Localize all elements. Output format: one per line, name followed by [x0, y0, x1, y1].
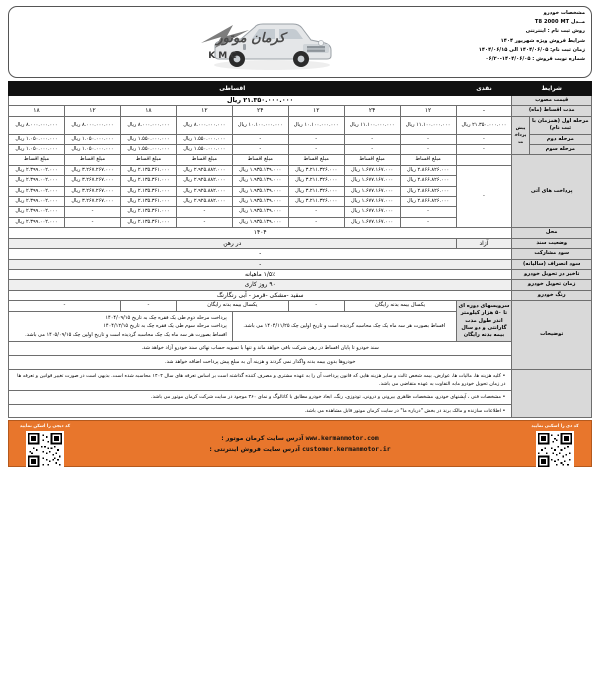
price-value: ۲۱.۳۵۰.۰۰۰.۰۰۰ ریال [9, 96, 512, 106]
installment-cell: ۲.۳۹۹.۰۰۲.۰۰۰ ریال [9, 217, 65, 227]
stage1-cell: ۸.۰۰۰.۰۰۰.۰۰۰ ریال [120, 116, 176, 134]
installment-cell: ۲.۱۳۵.۳۶۱.۰۰۰ ریال [120, 186, 176, 196]
installment-cell: - [176, 217, 232, 227]
qr-left-caption-top: کد دیجی را اسکن نمایید [19, 424, 71, 430]
duration-cell: - [456, 106, 512, 116]
withdrawal-profit-row [9, 259, 592, 269]
stage1-label: مرحله اول (همزمان با ثبت نام) [529, 116, 591, 134]
future-payments-label: پرداخت های آتی [512, 155, 592, 228]
installment-cell: ۲.۸۶۶.۸۲۶.۰۰۰ ریال [400, 176, 456, 186]
stage1-cell: ۸.۰۰۰.۰۰۰.۰۰۰ ریال [65, 116, 121, 134]
insurance-cell: - [288, 301, 344, 311]
delivery-delay-row [9, 269, 592, 279]
vehicle-color-row [9, 290, 592, 300]
installment-subhead: مبلغ اقساط [120, 155, 176, 165]
spec-title: مشخصات خودرو [543, 10, 585, 16]
duration-cell: ۲۴ [344, 106, 400, 116]
stage2-label: مرحله دوم [529, 134, 591, 144]
qr-code-kermanmotor-icon[interactable] [536, 431, 574, 469]
stage2-cell: ۱.۰۵۰.۰۰۰.۰۰۰ ریال [65, 134, 121, 144]
installment-cell: ۳.۲۶۷.۲۶۷.۰۰۰ ریال [65, 197, 121, 207]
payment-note-line: پرداخت مرحله سوم طی یک فقره چک به تاریخ ۱۴۰۴/۱۲/۱۵ [103, 323, 227, 330]
installment-cell: ۳.۲۱۱.۳۲۶.۰۰۰ ریال [288, 165, 344, 175]
installment-cell: ۲.۱۳۵.۳۶۱.۰۰۰ ریال [120, 217, 176, 227]
document-header [8, 6, 592, 78]
stage1-cell: ۲۱.۳۵۰.۰۰۰.۰۰۰ ریال [456, 116, 512, 134]
stage1-cell: ۸.۰۰۰.۰۰۰.۰۰۰ ریال [176, 116, 232, 134]
stage1-cell: ۸.۰۰۰.۰۰۰.۰۰۰ ریال [9, 116, 65, 134]
insurance-cell: یکسال بیمه بدنه رایگان [344, 301, 456, 311]
installment-subheader-row [9, 155, 592, 165]
stage3-label: مرحله سوم [529, 145, 591, 155]
note-body-insurance: خودروها بدون بیمه بدنه واگذار نمی گردند و هزینه آن به مبلغ پیش پرداخت اضافه خواهد شد. [9, 355, 512, 369]
installment-cell: - [400, 207, 456, 217]
installment-cell: ۲.۹۲۵.۸۸۲.۰۰۰ ریال [176, 186, 232, 196]
participation-profit-value: - [9, 249, 512, 259]
duration-cell: ۱۸ [120, 106, 176, 116]
installment-cell: ۱.۹۳۵.۱۳۹.۰۰۰ ریال [232, 217, 288, 227]
installment-cell: ۱.۶۷۷.۱۶۷.۰۰۰ ریال [344, 197, 400, 207]
brand-persian-text: کرمان موتور [216, 31, 285, 46]
document-status-label: وضعیت سند [512, 238, 592, 248]
installment-cell: - [176, 207, 232, 217]
stage2-cell: ۱.۰۵۰.۰۰۰.۰۰۰ ریال [9, 134, 65, 144]
stage3-cell: ۱.۵۵۰.۰۰۰.۰۰۰ ریال [120, 145, 176, 155]
brand-latin-text: KMC [208, 51, 240, 61]
installment-cell: ۲.۹۲۵.۸۸۲.۰۰۰ ریال [176, 176, 232, 186]
installment-cell: ۱.۹۳۵.۱۳۹.۰۰۰ ریال [232, 176, 288, 186]
brand-logo [131, 15, 291, 73]
installment-cell: ۳.۲۶۷.۲۶۷.۰۰۰ ریال [65, 176, 121, 186]
bullet-row [9, 369, 592, 391]
participation-profit-label: سود مشارکت [512, 249, 592, 259]
installment-cell: ۲.۳۹۹.۰۰۲.۰۰۰ ریال [9, 165, 65, 175]
bullet-row [9, 404, 592, 417]
installment-cell: ۲.۳۹۹.۰۰۲.۰۰۰ ریال [9, 197, 65, 207]
notes-label: توضیحات [512, 301, 592, 369]
stage3-cell: - [288, 145, 344, 155]
note-full-row [9, 342, 592, 356]
installment-row [9, 165, 592, 175]
installment-cell: ۳.۲۶۷.۲۶۷.۰۰۰ ریال [65, 165, 121, 175]
stage2-cell: ۱.۵۵۰.۰۰۰.۰۰۰ ریال [176, 134, 232, 144]
bullet-row [9, 391, 592, 404]
delivery-time-value: ۹۰ روز کاری [9, 280, 512, 290]
qr-right-caption-top: کد دی را اسکنی نمایید [531, 424, 579, 430]
address-site-row [9, 433, 591, 444]
payment-note-line: پرداخت مرحله دوم طی یک فقره چک به تاریخ ۱۴۰۴/۰۹/۱۵ [105, 314, 227, 321]
stage2-cell: - [232, 134, 288, 144]
installment-cell: ۱.۹۳۵.۱۳۹.۰۰۰ ریال [232, 197, 288, 207]
installment-cell: ۲.۱۳۵.۳۶۱.۰۰۰ ریال [120, 165, 176, 175]
installment-cell: ۱.۶۷۷.۱۶۷.۰۰۰ ریال [344, 217, 400, 227]
installment-cell: ۲.۱۳۵.۳۶۱.۰۰۰ ریال [120, 176, 176, 186]
price-label: قیمت مصوب [512, 96, 592, 106]
qr-kermanmotor-block[interactable] [523, 424, 587, 476]
withdrawal-profit-label: سود انصراف (سالیانه) [512, 259, 592, 269]
stage3-cell: ۱.۰۵۰.۰۰۰.۰۰۰ ریال [9, 145, 65, 155]
installment-cell: - [288, 217, 344, 227]
bullets-spacer [512, 369, 592, 418]
stage3-cell: - [232, 145, 288, 155]
installment-cell: ۳.۲۱۱.۳۲۶.۰۰۰ ریال [288, 176, 344, 186]
duration-cell: ۱۲ [176, 106, 232, 116]
installment-cash-cell: - [456, 165, 512, 227]
delivery-delay-label: تاخیر در تحویل خودرو [512, 269, 592, 279]
installment-subhead-blank [456, 155, 512, 165]
installment-cell: ۲.۸۶۶.۸۲۶.۰۰۰ ریال [400, 165, 456, 175]
location-row [9, 228, 592, 238]
delivery-time-row [9, 280, 592, 290]
document-footer [8, 420, 592, 476]
duration-cell: ۱۲ [65, 106, 121, 116]
delivery-delay-value: ۱/۵٪ ماهیانه [9, 269, 512, 279]
insurance-row [9, 301, 592, 311]
spec-line-registration-method: روش ثبت نام : اینترنتی [525, 28, 585, 35]
qr-left-caption-bottom: دیجی کالا [34, 470, 56, 476]
duration-label: مدت اقساط (ماه) [512, 106, 592, 116]
payment-note-line: اقساط بصورت هر سه ماه یک چک محاسبه گردیده است و تاریخ اولین چک ۱۴۰۵/۰۹/۱۵ می باشد. [25, 331, 227, 338]
spec-line-sale-terms: شرایط فروش ویژه شهریور ۱۴۰۴ [500, 37, 585, 44]
installment-subhead: مبلغ اقساط [9, 155, 65, 165]
installment-cell: ۱.۶۷۷.۱۶۷.۰۰۰ ریال [344, 207, 400, 217]
installment-cell: ۳.۲۱۱.۳۲۶.۰۰۰ ریال [288, 197, 344, 207]
installment-cell: ۲.۹۲۵.۸۸۲.۰۰۰ ریال [176, 165, 232, 175]
installment-cell: ۲.۳۹۹.۰۰۲.۰۰۰ ریال [9, 207, 65, 217]
installment-cell: ۲.۳۹۹.۰۰۲.۰۰۰ ریال [9, 176, 65, 186]
document-status-cash: آزاد [456, 238, 512, 248]
installment-subhead: مبلغ اقساط [176, 155, 232, 165]
bullet-about-us: • اطلاعات سازنده و مالک برند در بخش "درباره ما" در سایت کرمان موتور قابل مشاهده می باشد. [9, 404, 512, 417]
stage2-cell: - [400, 134, 456, 144]
installment-subhead: مبلغ اقساط [288, 155, 344, 165]
installment-cell: ۲.۹۲۵.۸۸۲.۰۰۰ ریال [176, 197, 232, 207]
location-value: ۱۴۰۴ [9, 228, 512, 238]
payment-note-left: اقساط بصورت هر سه ماه یک چک محاسبه گردیده است و تاریخ اولین چک ۱۴۰۴/۱۱/۲۵ می باشد. [232, 311, 456, 342]
location-label: محل [512, 228, 592, 238]
stage3-cell: - [400, 145, 456, 155]
installment-cell: ۱.۹۳۵.۱۳۹.۰۰۰ ریال [232, 186, 288, 196]
stage2-cell: ۱.۵۵۰.۰۰۰.۰۰۰ ریال [120, 134, 176, 144]
bullet-specs: • مشخصات فنی ، آپشنهای خودرو، مشخصات ظاهری بیرونی و درونی، تودوزی، رنگ، ابعاد خودرو مطابق با کاتالوگ و نمای ۳۶۰ موجود در سایت شرکت کرمان موتور می باشد. [9, 391, 512, 404]
stage1-cell: ۱۱.۱۰۰.۰۰۰.۰۰۰ ریال [344, 116, 400, 134]
duration-cell: ۱۲ [288, 106, 344, 116]
withdrawal-profit-value: - [9, 259, 512, 269]
sales-terms-table [8, 81, 592, 418]
stage1-cell: ۱۰.۱۰۰.۰۰۰.۰۰۰ ریال [288, 116, 344, 134]
insurance-cell: یکسال بیمه بدنه رایگان [176, 301, 288, 311]
insurance-cell: - [120, 301, 176, 311]
installment-subhead: مبلغ اقساط [65, 155, 121, 165]
installment-cell: ۲.۸۶۶.۸۲۶.۰۰۰ ریال [400, 197, 456, 207]
bullet-taxes: • کلیه هزینه ها، مالیات ها، عوارض، بیمه شخص ثالث و سایر هزینه هایی که قانون پرداخت آن را به عهده مشتری و مصرف کننده گذاشته است بر اساس تعرفه های سال ۱۴۰۴ محاسبه شده است. بدیهی است در صورت تغییر قوانین و تعرفه ها در زمان تحویل خودرو مابه التفاوت به عهده متقاضی می باشد. [9, 369, 512, 391]
stage1-cell: ۱۰.۱۰۰.۰۰۰.۰۰۰ ریال [232, 116, 288, 134]
address-site-label: آدرس سایت کرمان موتور : [221, 435, 304, 443]
insurance-cell: - [9, 301, 121, 311]
stage2-row [9, 134, 592, 144]
installment-subhead: مبلغ اقساط [232, 155, 288, 165]
document-status-value: در رهن [9, 238, 457, 248]
service-note-cell: سرویسهای دوره ای تا ۵۰ هزار کیلومتر اندر طول مدت گارانتی و دو سال بیمه بدنه رایگان [456, 301, 512, 342]
vehicle-spec-block [479, 9, 585, 64]
duration-cell: ۱۸ [9, 106, 65, 116]
header-installment: اقساطی [9, 82, 457, 96]
duration-cell: ۱۲ [400, 106, 456, 116]
installment-cell: ۱.۹۳۵.۱۳۹.۰۰۰ ریال [232, 165, 288, 175]
spec-line-sale-number: شماره نوبت فروش : ۱۴۰۴/۰۶/۰۵-۰۶/۲۰ [485, 56, 585, 63]
installment-cell: - [65, 217, 121, 227]
price-row [9, 96, 592, 106]
duration-row [9, 106, 592, 116]
installment-cell: ۲.۳۹۹.۰۰۲.۰۰۰ ریال [9, 186, 65, 196]
installment-cell: ۱.۹۳۵.۱۳۹.۰۰۰ ریال [232, 207, 288, 217]
stage2-cell: - [288, 134, 344, 144]
installment-cell: ۱.۶۷۷.۱۶۷.۰۰۰ ریال [344, 186, 400, 196]
vehicle-color-label: رنگ خودرو [512, 290, 592, 300]
document-status-row [9, 238, 592, 248]
note-full-row [9, 355, 592, 369]
installment-cell: ۲.۱۳۵.۳۶۱.۰۰۰ ریال [120, 207, 176, 217]
table-top-header [9, 82, 592, 96]
stage3-cell: - [456, 145, 512, 155]
prepayment-group-label: پیش پرداخت [512, 116, 529, 155]
stage3-row [9, 145, 592, 155]
installment-cell: ۲.۸۶۶.۸۲۶.۰۰۰ ریال [400, 186, 456, 196]
delivery-time-label: زمان تحویل خودرو [512, 280, 592, 290]
spec-line-model: مــدل T8 2000 MT [534, 19, 585, 26]
installment-cell: ۲.۱۳۵.۳۶۱.۰۰۰ ریال [120, 197, 176, 207]
installment-cell: ۱.۶۷۷.۱۶۷.۰۰۰ ریال [344, 176, 400, 186]
spec-line-registration-period: زمان ثبت نام: ۱۴۰۴/۰۶/۰۵ الی ۱۴۰۴/۰۶/۱۵ [478, 46, 585, 53]
installment-subhead: مبلغ اقساط [400, 155, 456, 165]
address-sales-row [9, 444, 591, 455]
stage1-row [9, 116, 592, 134]
address-sales-label: آدرس سایت فروش اینترنتی : [209, 446, 300, 454]
header-cash: نقدی [456, 82, 512, 96]
stage3-cell: ۱.۰۵۰.۰۰۰.۰۰۰ ریال [65, 145, 121, 155]
address-sales-value[interactable]: customer.kermanmotor.ir [302, 445, 391, 454]
stage3-cell: ۱.۵۵۰.۰۰۰.۰۰۰ ریال [176, 145, 232, 155]
payment-note-right [9, 311, 233, 342]
stage2-cell: - [344, 134, 400, 144]
installment-cell: ۳.۲۶۷.۲۶۷.۰۰۰ ریال [65, 186, 121, 196]
note-document-lien: سند خودرو تا پایان اقساط در رهن شرکت باقی خواهد ماند و تنها با تسویه حساب نهائی سند خودرو آزاد خواهد شد. [9, 342, 512, 356]
installment-cell: ۳.۲۱۱.۳۲۶.۰۰۰ ریال [288, 186, 344, 196]
address-site-value[interactable]: www.kermanmotor.com [305, 434, 379, 443]
header-terms: شرایط [512, 82, 592, 96]
installment-subhead: مبلغ اقساط [344, 155, 400, 165]
installment-cell: - [65, 207, 121, 217]
installment-cell: - [288, 207, 344, 217]
footer-addresses [9, 433, 591, 455]
duration-cell: ۲۴ [232, 106, 288, 116]
installment-cell: ۱.۶۷۷.۱۶۷.۰۰۰ ریال [344, 165, 400, 175]
stage1-cell: ۱۱.۱۰۰.۰۰۰.۰۰۰ ریال [400, 116, 456, 134]
vehicle-color-value: سفید -مشکی -قرمز - آبی رنگارنگ [9, 290, 512, 300]
stage2-cell: - [456, 134, 512, 144]
qr-right-caption-bottom: سایت کرمان موتور [534, 470, 576, 476]
participation-profit-row [9, 249, 592, 259]
stage3-cell: - [344, 145, 400, 155]
installment-cell: - [400, 217, 456, 227]
